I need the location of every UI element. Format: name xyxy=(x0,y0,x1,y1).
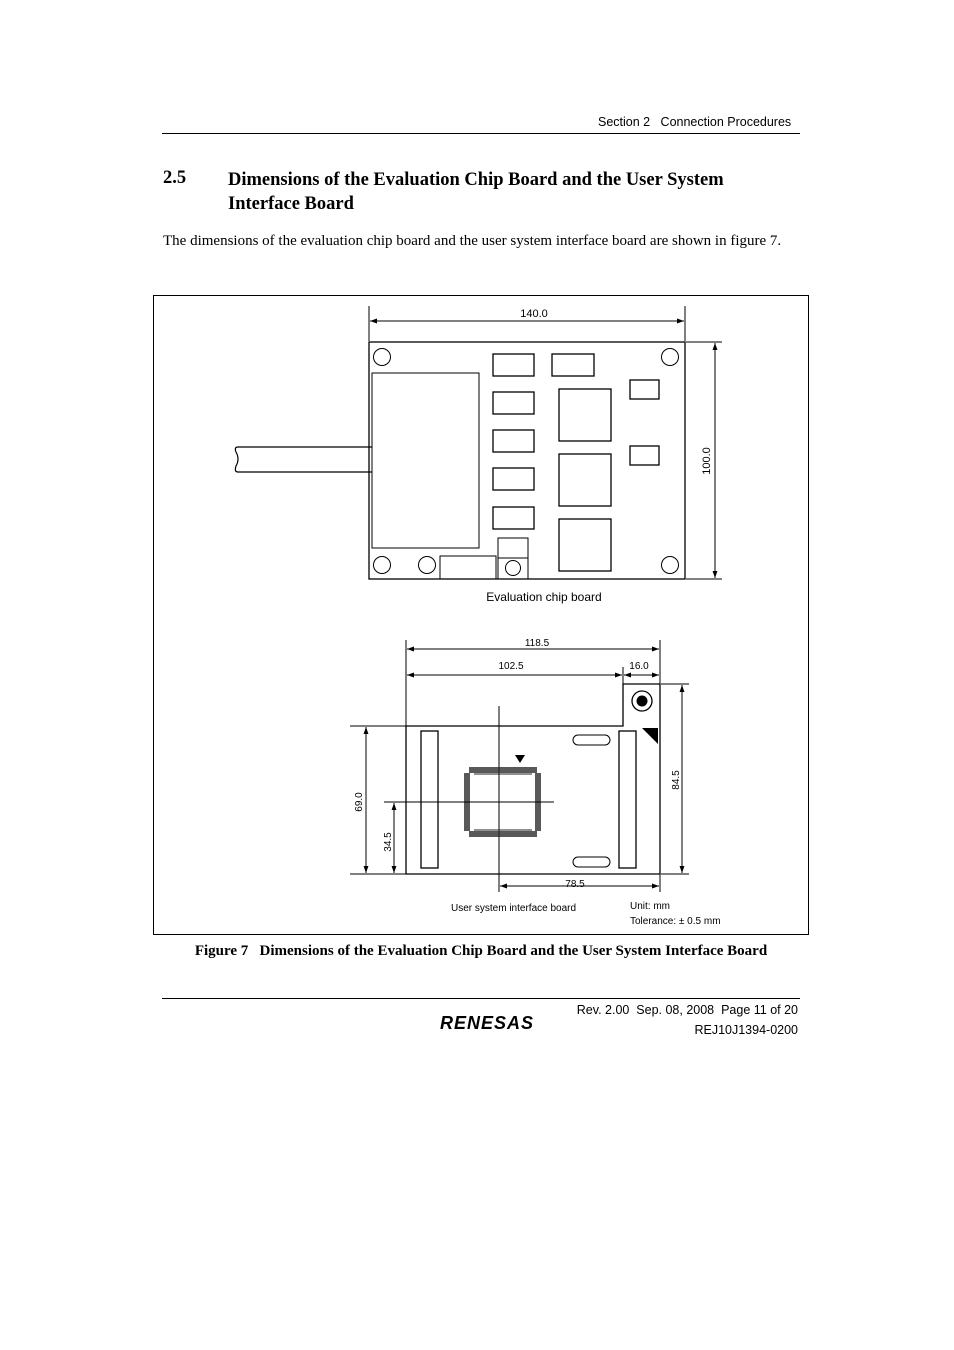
dim-left-height: 69.0 xyxy=(354,792,365,812)
eval-board-label: Evaluation chip board xyxy=(486,590,602,604)
section-title: Dimensions of the Evaluation Chip Board and the User System Interface Board xyxy=(228,170,724,214)
tolerance-note: Tolerance: ± 0.5 mm xyxy=(630,916,721,927)
unit-note: Unit: mm xyxy=(630,901,670,912)
dim-bottom: 78.5 xyxy=(565,879,585,890)
section-number: 2.5 xyxy=(163,168,187,188)
figure-caption: Figure 7 Dimensions of the Evaluation Chip Board and the User System Interface Board xyxy=(194,943,768,959)
dim-right-width: 16.0 xyxy=(629,661,649,672)
figure-frame xyxy=(153,295,809,935)
dim-left-width: 102.5 xyxy=(498,661,524,672)
footer-rule xyxy=(162,998,800,999)
footer-revision: Rev. 2.00 Sep. 08, 2008 Page 11 of 20 xyxy=(576,1003,798,1017)
dim-height-eval: 100.0 xyxy=(701,447,713,475)
header-rule xyxy=(162,133,800,134)
dim-center-height: 34.5 xyxy=(383,832,394,852)
footer-doc-id: REJ10J1394-0200 xyxy=(694,1023,798,1037)
evaluation-board xyxy=(235,306,722,579)
corner-marker-icon xyxy=(642,728,658,744)
dimension-drawing xyxy=(154,296,810,936)
dim-right-height: 84.5 xyxy=(671,770,682,790)
dim-total-width: 118.5 xyxy=(524,638,550,649)
running-header: Section 2 Connection Procedures xyxy=(598,115,792,129)
interface-board-label: User system interface board xyxy=(451,903,577,914)
body-paragraph: The dimensions of the evaluation chip board and the user system interface board are shown in figure 7. xyxy=(163,233,782,249)
dim-width-eval: 140.0 xyxy=(520,308,548,320)
renesas-logo xyxy=(438,1012,560,1032)
interface-board xyxy=(350,640,689,892)
svg-text:RENESAS: RENESAS xyxy=(440,1013,535,1032)
pin1-marker-icon xyxy=(515,755,525,763)
